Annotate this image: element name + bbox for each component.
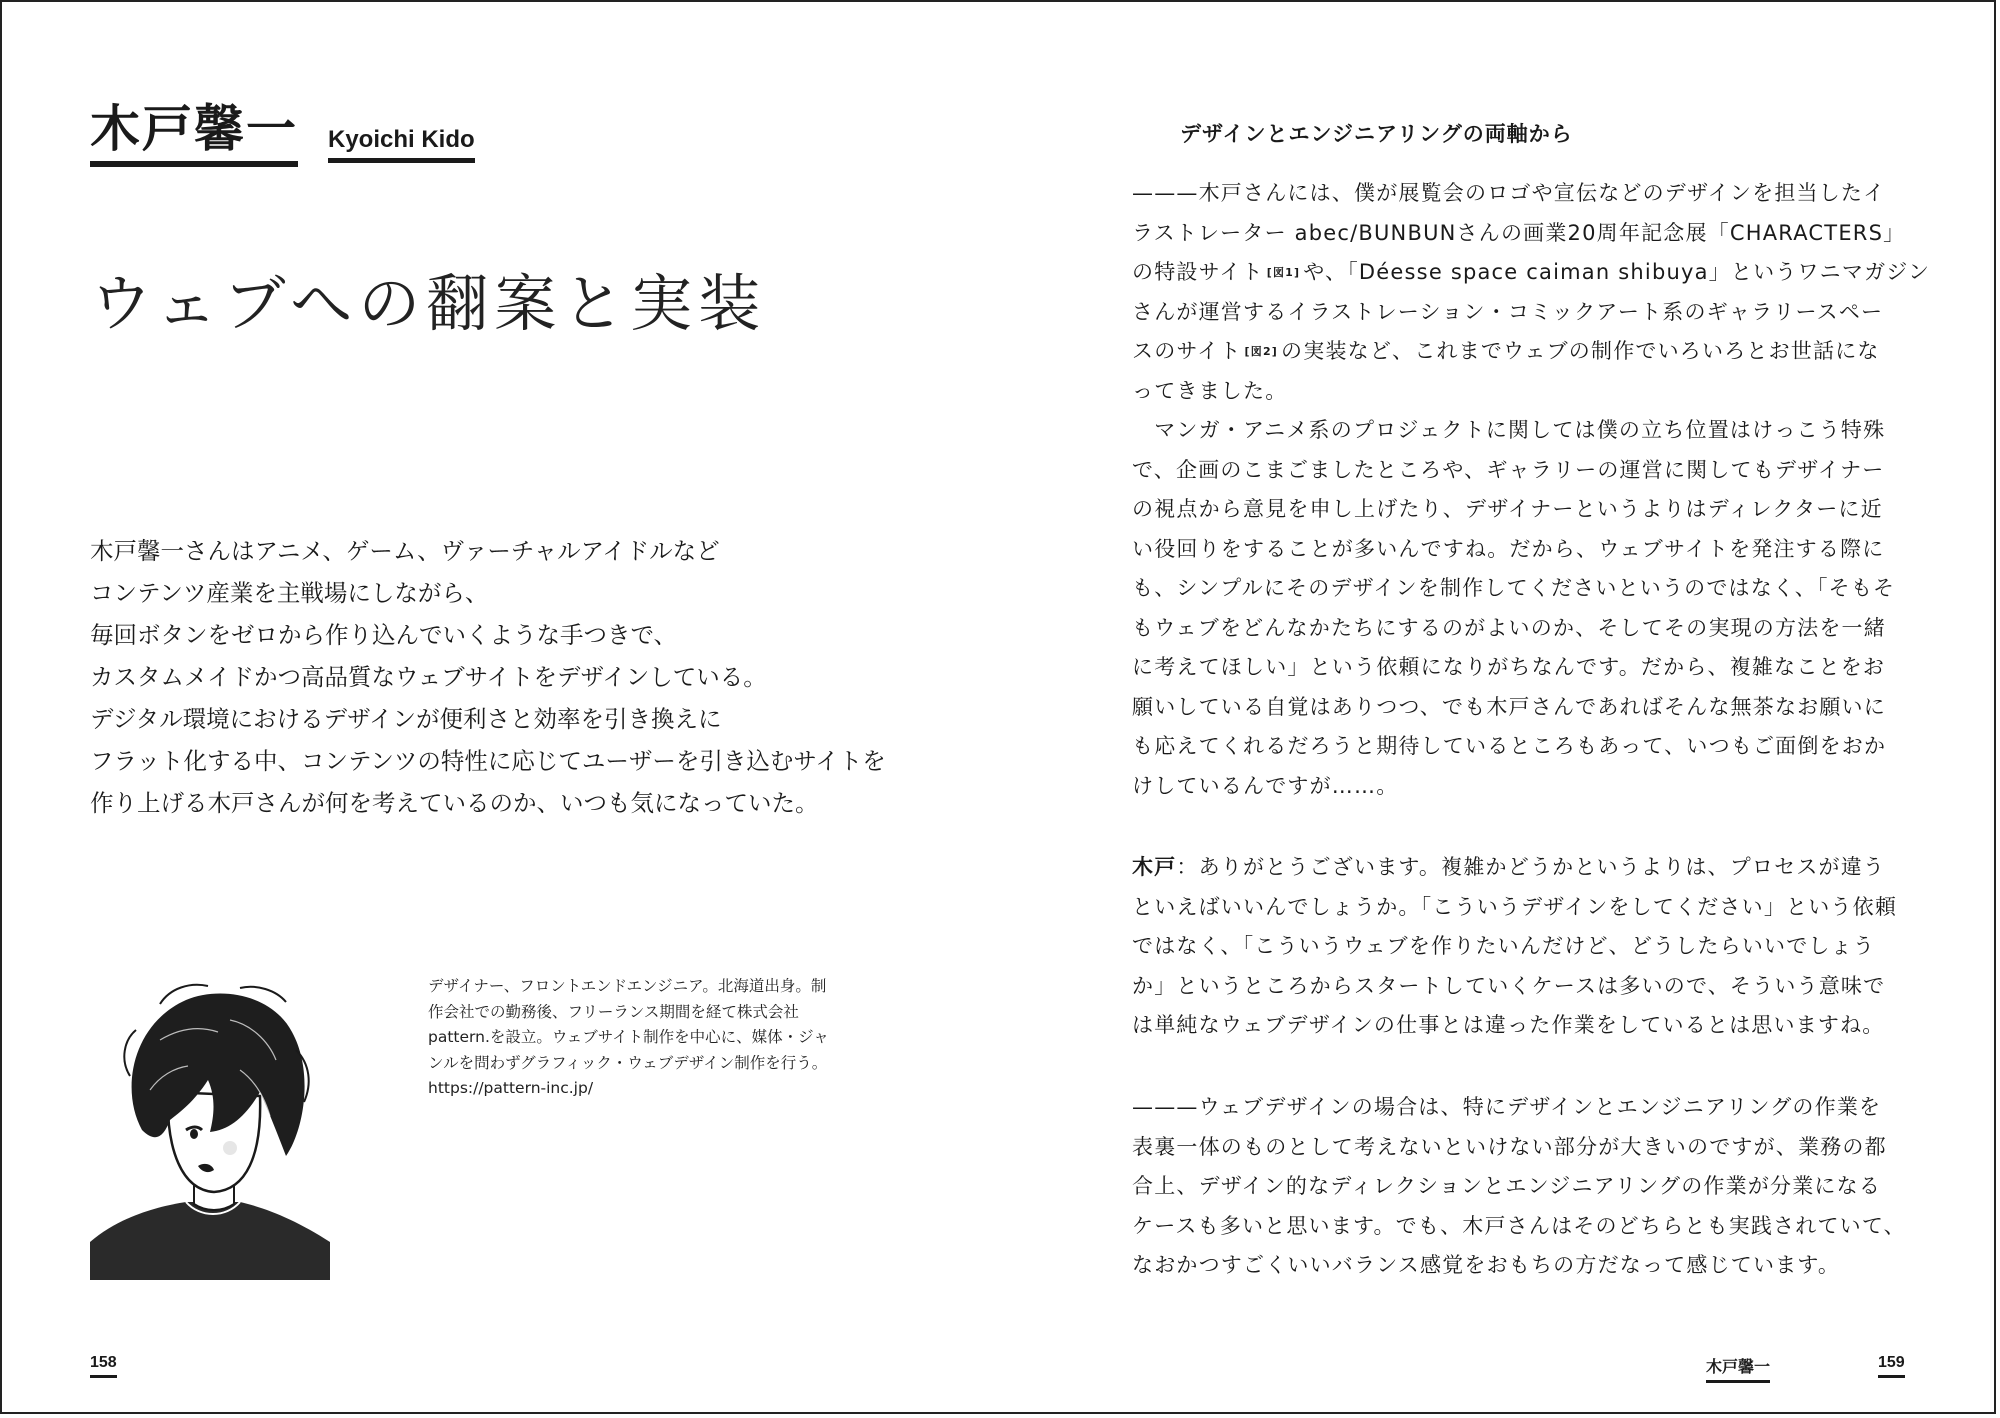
figure-reference: [図2] bbox=[1244, 345, 1279, 358]
body-line: もウェブをどんなかたちにするのがよいのか、そしてその実現の方法を一緒 bbox=[1132, 615, 1886, 640]
interview-answer-1 bbox=[1132, 848, 1912, 1046]
body-line: に考えてほしい」という依頼になりがちなんです。だから、複雑なことをお bbox=[1132, 655, 1886, 679]
lead-line: 毎回ボタンをゼロから作り込んでいくような手つきで、 bbox=[90, 621, 678, 649]
body-line: で、企画のこまごましたところや、ギャラリーの運営に関してもデザイナー bbox=[1132, 457, 1885, 482]
page-number-right: 159 bbox=[1878, 1354, 1905, 1378]
body-line: の特設サイト [図1] や、「Déesse space caiman shibuya」というワニマガジン bbox=[1132, 253, 1912, 293]
body-line: といえばいいんでしょうか。「こういうデザインをしてください」という依頼 bbox=[1132, 894, 1898, 919]
bio-line: ンルを問わずグラフィック・ウェブデザイン制作を行う。 bbox=[428, 1053, 828, 1072]
running-head: 木戸馨一 bbox=[1706, 1354, 1770, 1383]
author-name-english: Kyoichi Kido bbox=[328, 126, 475, 163]
page-number-left: 158 bbox=[90, 1354, 117, 1378]
body-line: マンガ・アニメ系のプロジェクトに関しては僕の立ち位置はけっこう特殊 bbox=[1132, 418, 1886, 442]
bio-line: 作会社での勤務後、フリーランス期間を経て株式会社 bbox=[428, 1002, 799, 1021]
body-line: は単純なウェブデザインの仕事とは違った作業をしているとは思いますね。 bbox=[1132, 1013, 1885, 1037]
body-line: ———木戸さんには、僕が展覧会のロゴや宣伝などのデザインを担当したイ bbox=[1132, 181, 1886, 205]
interview-question-1 bbox=[1132, 174, 1931, 806]
lead-line: カスタムメイドかつ高品質なウェブサイトをデザインしている。 bbox=[90, 663, 767, 691]
body-line: か」というところからスタートしていくケースは多いので、そういう意味で bbox=[1132, 973, 1886, 998]
bio-line: pattern.を設立。ウェブサイト制作を中心に、媒体・ジャ bbox=[428, 1028, 829, 1046]
body-line: けしているんですが……。 bbox=[1132, 773, 1399, 798]
article-headline: ウェブへの翻案と実装 bbox=[90, 267, 767, 340]
body-line: ラストレーター abec/BUNBUNさんの画業20周年記念展「CHARACTERS」 bbox=[1132, 220, 1906, 245]
body-line: 木戸：ありがとうございます。複雑かどうかというよりは、プロセスが違う bbox=[1132, 855, 1886, 879]
body-line: なおかつすごくいいバランス感覚をおもちの方だなって感じています。 bbox=[1132, 1253, 1841, 1277]
lead-line: コンテンツ産業を主戦場にしながら、 bbox=[90, 579, 489, 607]
body-line: 願いしている自覚はありつつ、でも木戸さんであればそんな無茶なお願いに bbox=[1132, 694, 1886, 719]
body-line: 合上、デザイン的なディレクションとエンジニアリングの作業が分業になる bbox=[1132, 1174, 1882, 1198]
body-line: も、シンプルにそのデザインを制作してくださいというのではなく、「そもそ bbox=[1132, 576, 1896, 600]
author-bio bbox=[428, 974, 872, 1102]
body-line: 表裏一体のものとして考えないといけない部分が大きいのですが、業務の都 bbox=[1132, 1134, 1887, 1159]
author-portrait-illustration bbox=[90, 980, 330, 1280]
lead-line: 木戸馨一さんはアニメ、ゲーム、ヴァーチャルアイドルなど bbox=[90, 537, 720, 565]
section-heading: デザインとエンジニアリングの両軸から bbox=[1180, 122, 1573, 146]
figure-reference: [図1] bbox=[1266, 266, 1301, 279]
body-line: スのサイト [図2] の実装など、これまでウェブの制作でいろいろとお世話にな bbox=[1132, 332, 1912, 372]
bio-url[interactable]: https://pattern-inc.jp/ bbox=[428, 1079, 594, 1097]
body-line: い役回りをすることが多いんですね。だから、ウェブサイトを発注する際に bbox=[1132, 536, 1885, 561]
interview-question-2 bbox=[1132, 1088, 1912, 1286]
author-name-japanese: 木戸馨一 bbox=[90, 102, 298, 167]
lead-line: デジタル環境におけるデザインが便利さと効率を引き換えに bbox=[90, 705, 722, 733]
lead-line: 作り上げる木戸さんが何を考えているのか、いつも気になっていた。 bbox=[90, 789, 819, 817]
lead-line: フラット化する中、コンテンツの特性に応じてユーザーを引き込むサイトを bbox=[90, 747, 886, 775]
body-line: の視点から意見を申し上げたり、デザイナーというよりはディレクターに近 bbox=[1132, 497, 1883, 521]
body-line: ケースも多いと思います。でも、木戸さんはそのどちらとも実践されていて、 bbox=[1132, 1213, 1906, 1238]
body-line: ってきました。 bbox=[1132, 378, 1288, 403]
lead-paragraph bbox=[90, 530, 910, 824]
speaker-label: 木戸 bbox=[1132, 855, 1177, 879]
body-line: も応えてくれるだろうと期待しているところもあって、いつもご面倒をおか bbox=[1132, 734, 1887, 758]
body-line: ではなく、「こういうウェブを作りたいんだけど、どうしたらいいでしょう bbox=[1132, 934, 1876, 958]
bio-line: デザイナー、フロントエンドエンジニア。北海道出身。制 bbox=[428, 977, 827, 995]
body-line: さんが運営するイラストレーション・コミックアート系のギャラリースペー bbox=[1132, 299, 1884, 324]
body-line: ———ウェブデザインの場合は、特にデザインとエンジニアリングの作業を bbox=[1132, 1095, 1882, 1119]
